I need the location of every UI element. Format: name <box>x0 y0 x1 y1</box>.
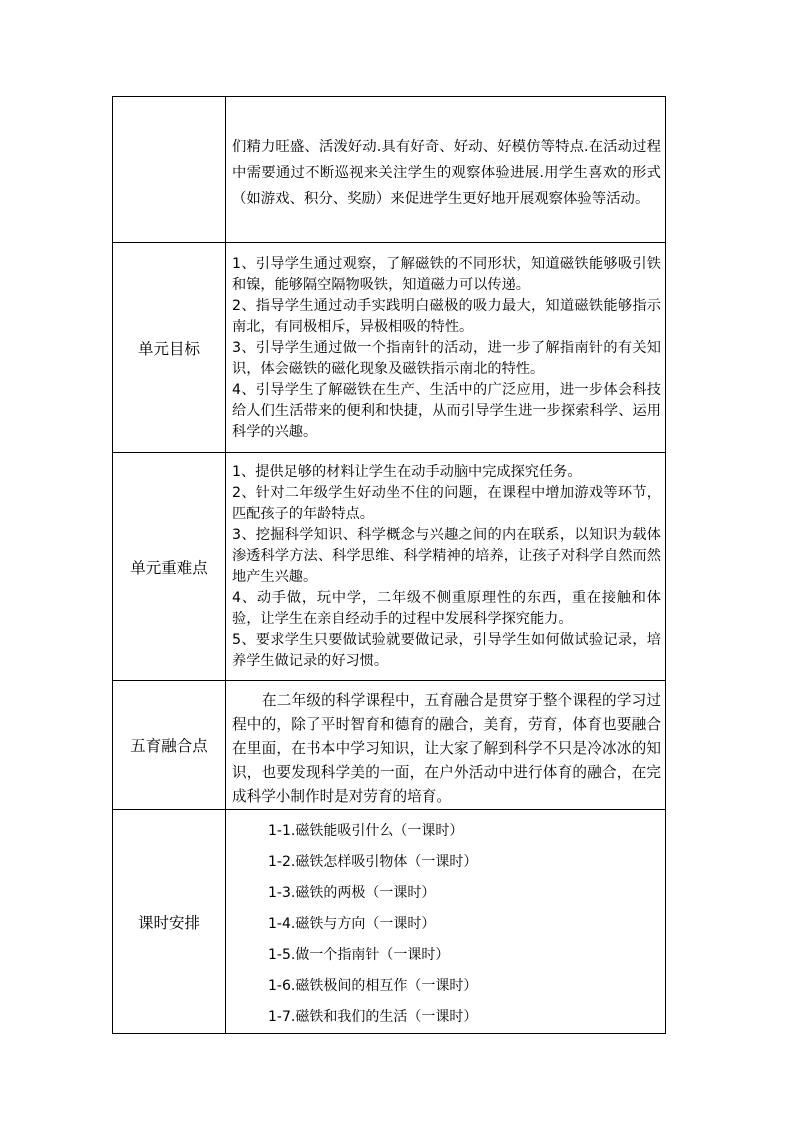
intro-label-cell <box>113 97 226 243</box>
key-point-item: 5、要求学生只要做试验就要做记录，引导学生如何做试验记录，培养学生做记录的好习惯。 <box>232 632 661 669</box>
key-point-item: 3、挖掘科学知识、科学概念与兴趣之间的内在联系，以知识为载体渗透科学方法、科学思维、科学精神的培养，让孩子对科学自然而然地产生兴趣。 <box>232 527 661 585</box>
key-points-label: 单元重难点 <box>113 453 226 681</box>
key-points-content-cell <box>226 453 666 681</box>
schedule-item: 1-3.磁铁的两极（一课时） <box>268 885 436 901</box>
schedule-content-cell <box>226 810 666 1034</box>
goals-content-cell <box>226 243 666 453</box>
schedule-item: 1-5.做一个指南针（一课时） <box>268 947 450 963</box>
key-point-item: 1、提供足够的材料让学生在动手动脑中完成探究任务。 <box>232 464 582 480</box>
goals-label: 单元目标 <box>113 243 226 453</box>
unit-plan-table <box>112 96 666 1034</box>
five-education-text: 在二年级的科学课程中，五育融合是贯穿于整个课程的学习过程中的，除了平时智育和德育的融合，美育，劳育，体育也要融合在里面，在书本中学习知识，让大家了解到科学不只是冷冰冰的知识，也要发现科学美的一面，在户外活动中进行体育的融合，在完成科学小制作时是对劳育的培育。 <box>232 692 661 805</box>
five-education-label: 五育融合点 <box>113 681 226 810</box>
table-row-intro <box>113 97 666 243</box>
schedule-list <box>232 810 661 1033</box>
table-row-goals <box>113 243 666 453</box>
intro-content-cell <box>226 97 666 243</box>
schedule-item: 1-7.磁铁和我们的生活（一课时） <box>268 1009 478 1025</box>
schedule-item: 1-4.磁铁与方向（一课时） <box>268 916 436 932</box>
schedule-label: 课时安排 <box>113 810 226 1034</box>
schedule-item: 1-6.磁铁极间的相互作（一课时） <box>268 978 478 994</box>
intro-text: 们精力旺盛、活泼好动.具有好奇、好动、好模仿等特点.在活动过程中需要通过不断巡视来关注学生的观察体验进展.用学生喜欢的形式（如游戏、积分、奖励）来促进学生更好地开展观察体验等活动。 <box>232 138 661 207</box>
goal-item: 1、引导学生通过观察，了解磁铁的不同形状，知道磁铁能够吸引铁和镍，能够隔空隔物吸铁，知道磁力可以传递。 <box>232 255 661 293</box>
five-education-content-cell <box>226 681 666 810</box>
schedule-item: 1-1.磁铁能吸引什么（一课时） <box>268 823 464 839</box>
goals-list <box>232 253 661 443</box>
key-point-item: 2、针对二年级学生好动坐不住的问题，在课程中增加游戏等环节，匹配孩子的年龄特点。 <box>232 485 661 522</box>
goal-item: 3、引导学生通过做一个指南针的活动，进一步了解指南针的有关知识，体会磁铁的磁化现象及磁铁指示南北的特性。 <box>232 339 661 377</box>
table-row-schedule <box>113 810 666 1034</box>
table-row-five-education <box>113 681 666 810</box>
table-row-key-points <box>113 453 666 681</box>
goal-item: 4、引导学生了解磁铁在生产、生活中的广泛应用，进一步体会科技给人们生活带来的便利和快捷，从而引导学生进一步探索科学、运用科学的兴趣。 <box>232 381 661 440</box>
goal-item: 2、指导学生通过动手实践明白磁极的吸力最大，知道磁铁能够指示南北，有同极相斥，异极相吸的特性。 <box>232 297 661 335</box>
key-points-list <box>232 461 661 672</box>
schedule-item: 1-2.磁铁怎样吸引物体（一课时） <box>268 854 478 870</box>
key-point-item: 4、动手做，玩中学，二年级不侧重原理性的东西，重在接触和体验，让学生在亲自经动手的过程中发展科学探究能力。 <box>232 590 661 627</box>
